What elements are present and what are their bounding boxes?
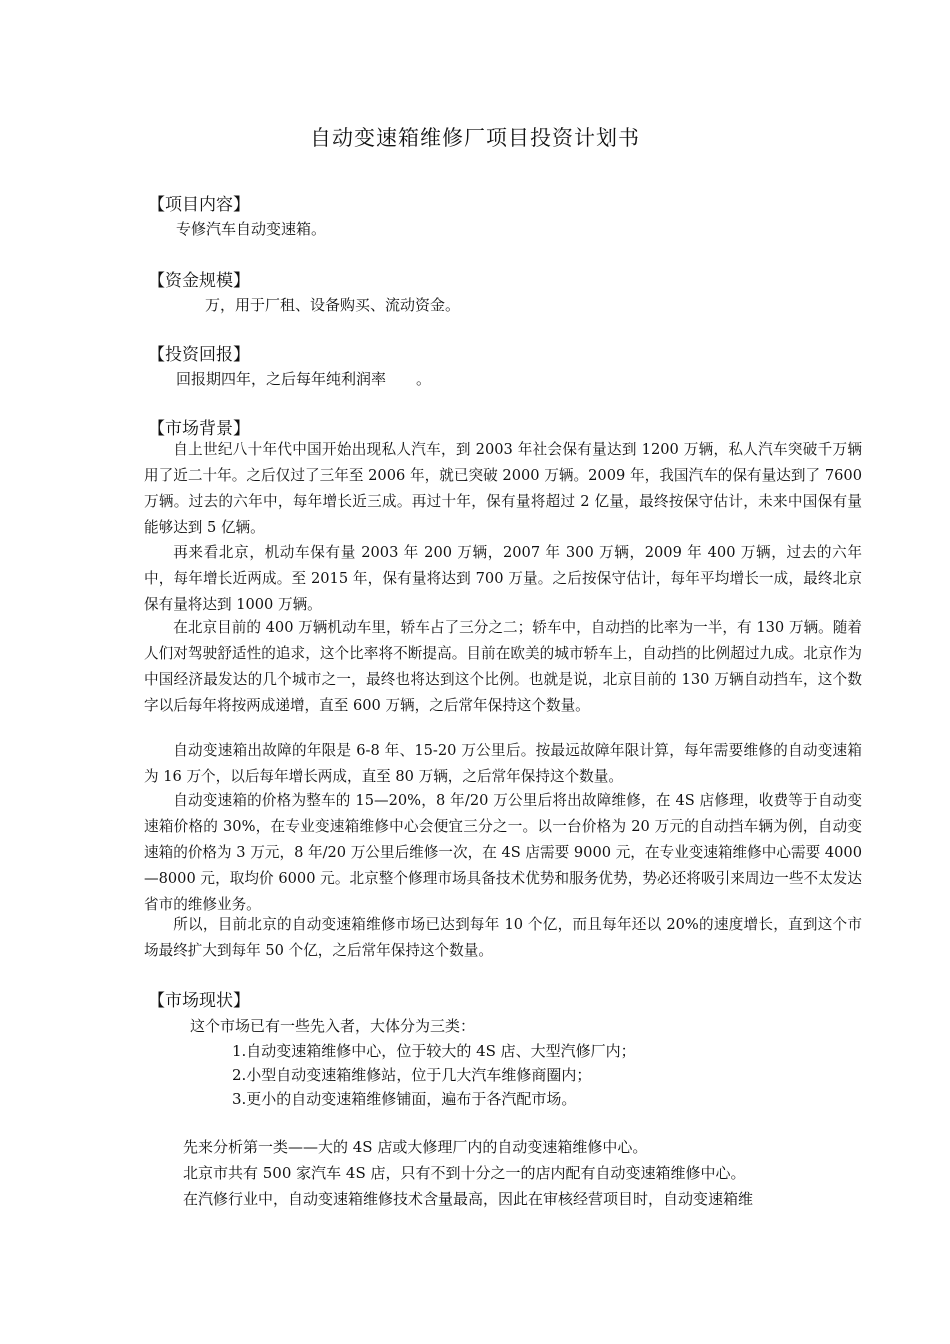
status-analysis-line: 北京市共有 500 家汽车 4S 店，只有不到十分之一的店内配有自动变速箱维修中心。 [183, 1164, 746, 1182]
investment-return-text: 回报期四年，之后每年纯利润率 。 [176, 370, 432, 388]
status-list-item: 3.更小的自动变速箱维修铺面，遍布于各汽配市场。 [232, 1090, 577, 1108]
heading-market-status: 【市场现状】 [148, 991, 250, 1011]
background-paragraph-3: 在北京目前的 400 万辆机动车里，轿车占了三分之二；轿车中，自动挡的比率为一半，有 130 万辆。随着人们对驾驶舒适性的追求，这个比率将不断提高。目前在欧美的城市轿车上，自动挡的比例超过九成。北京作为中国经济最发达的几个城市之一，最终也将达到这个比例。也就是说，北京目前的 130 万辆自动挡车，这个数字以后每年将按两成递增，直至 600 万辆，之后常年保持这个数量。 [144, 619, 862, 714]
status-analysis-line: 先来分析第一类——大的 4S 店或大修理厂内的自动变速箱维修中心。 [183, 1138, 648, 1156]
status-list-item: 2.小型自动变速箱维修站，位于几大汽车维修商圈内； [232, 1066, 592, 1084]
status-list-item: 1.自动变速箱维修中心，位于较大的 4S 店、大型汽修厂内； [232, 1042, 636, 1060]
background-paragraph-5: 自动变速箱的价格为整车的 15—20%，8 年/20 万公里后将出故障维修，在 4S 店修理，收费等于自动变速箱价格的 30%，在专业变速箱维修中心会便宜三分之一。以一台价格为 20 万元的自动挡车辆为例，自动变速箱的价格为 3 万元，8 年/20 万公里后维修一次，在 4S 店需要 9000 元，在专业变速箱维修中心需要 4000—8000 元，取均价 6000 元。北京整个修理市场具备技术优势和服务优势，势必还将吸引来周边一些不太发达省市的维修业务。 [144, 792, 862, 913]
heading-investment-return: 【投资回报】 [148, 345, 250, 365]
project-content-text: 专修汽车自动变速箱。 [176, 220, 327, 238]
background-paragraph-6: 所以，目前北京的自动变速箱维修市场已达到每年 10 个亿，而且每年还以 20%的速度增长，直到这个市场最终扩大到每年 50 个亿，之后常年保持这个数量。 [144, 916, 862, 959]
background-paragraph-2: 再来看北京，机动车保有量 2003 年 200 万辆，2007 年 300 万辆，2009 年 400 万辆，过去的六年中，每年增长近两成。至 2015 年，保有量将达到 700 万量。之后按保守估计，每年平均增长一成，最终北京保有量将达到 1000 万辆。 [144, 544, 862, 613]
funding-scale-text: 万，用于厂租、设备购买、流动资金。 [205, 296, 461, 314]
heading-market-background: 【市场背景】 [148, 419, 250, 439]
document-title: 自动变速箱维修厂项目投资计划书 [310, 126, 640, 150]
status-analysis-line: 在汽修行业中，自动变速箱维修技术含量最高，因此在审核经营项目时，自动变速箱维 [183, 1190, 754, 1208]
status-intro: 这个市场已有一些先入者，大体分为三类： [190, 1017, 476, 1035]
background-paragraph-4: 自动变速箱出故障的年限是 6-8 年、15-20 万公里后。按最远故障年限计算，每年需要维修的自动变速箱为 16 万个，以后每年增长两成，直至 80 万辆，之后常年保持这个数量。 [144, 742, 862, 785]
heading-project-content: 【项目内容】 [148, 195, 250, 215]
heading-funding-scale: 【资金规模】 [148, 271, 250, 291]
background-paragraph-1: 自上世纪八十年代中国开始出现私人汽车，到 2003 年社会保有量达到 1200 万辆，私人汽车突破千万辆用了近二十年。之后仅过了三年至 2006 年，就已突破 2000 万辆。2009 年，我国汽车的保有量达到了 7600 万辆。过去的六年中，每年增长近三成。再过十年，保有量将超过 2 亿量，最终按保守估计，未来中国保有量能够达到 5 亿辆。 [144, 441, 862, 536]
